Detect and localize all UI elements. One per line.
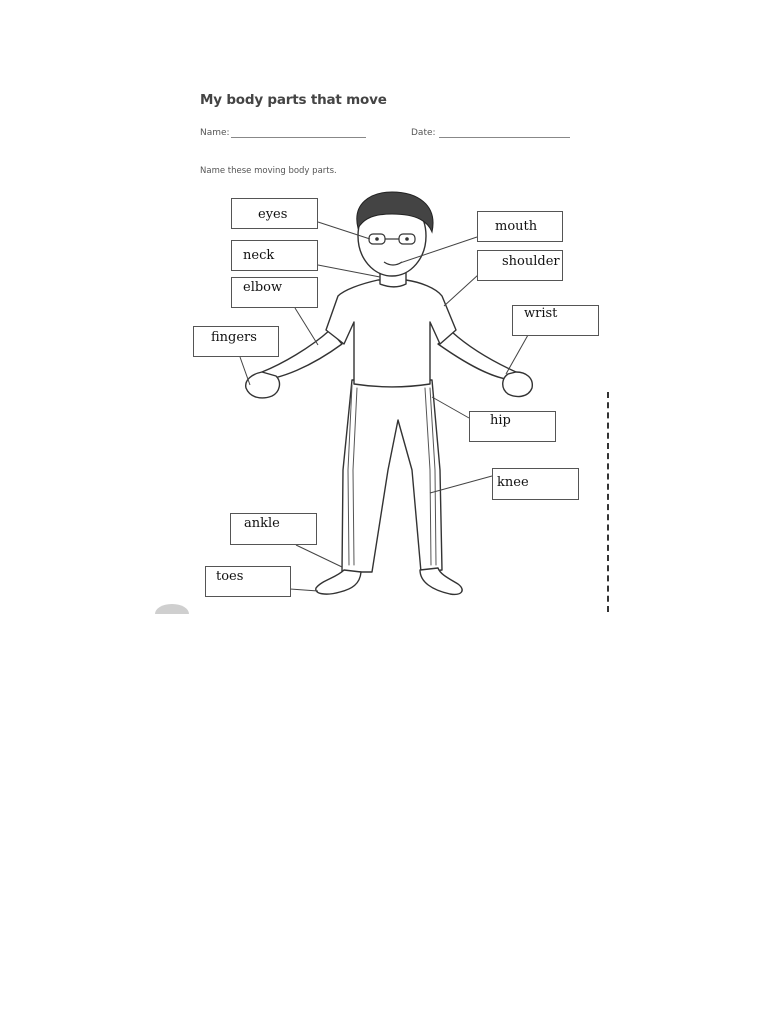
- date-label: Date:: [411, 128, 436, 138]
- label-hip: hip: [490, 413, 511, 428]
- label-wrist: wrist: [524, 306, 558, 321]
- label-eyes: eyes: [258, 207, 288, 222]
- label-fingers: fingers: [211, 330, 257, 345]
- worksheet-title: My body parts that move: [200, 92, 387, 108]
- label-elbow: elbow: [243, 280, 283, 295]
- label-knee: knee: [497, 475, 529, 490]
- label-ankle: ankle: [244, 516, 280, 531]
- label-toes: toes: [216, 569, 244, 584]
- label-box-hip: [469, 411, 556, 442]
- label-shoulder: shoulder: [502, 254, 560, 269]
- instruction: Name these moving body parts.: [200, 166, 337, 176]
- label-mouth: mouth: [495, 219, 538, 234]
- cut-line: [607, 392, 609, 612]
- name-label: Name:: [200, 128, 230, 138]
- label-neck: neck: [243, 248, 275, 263]
